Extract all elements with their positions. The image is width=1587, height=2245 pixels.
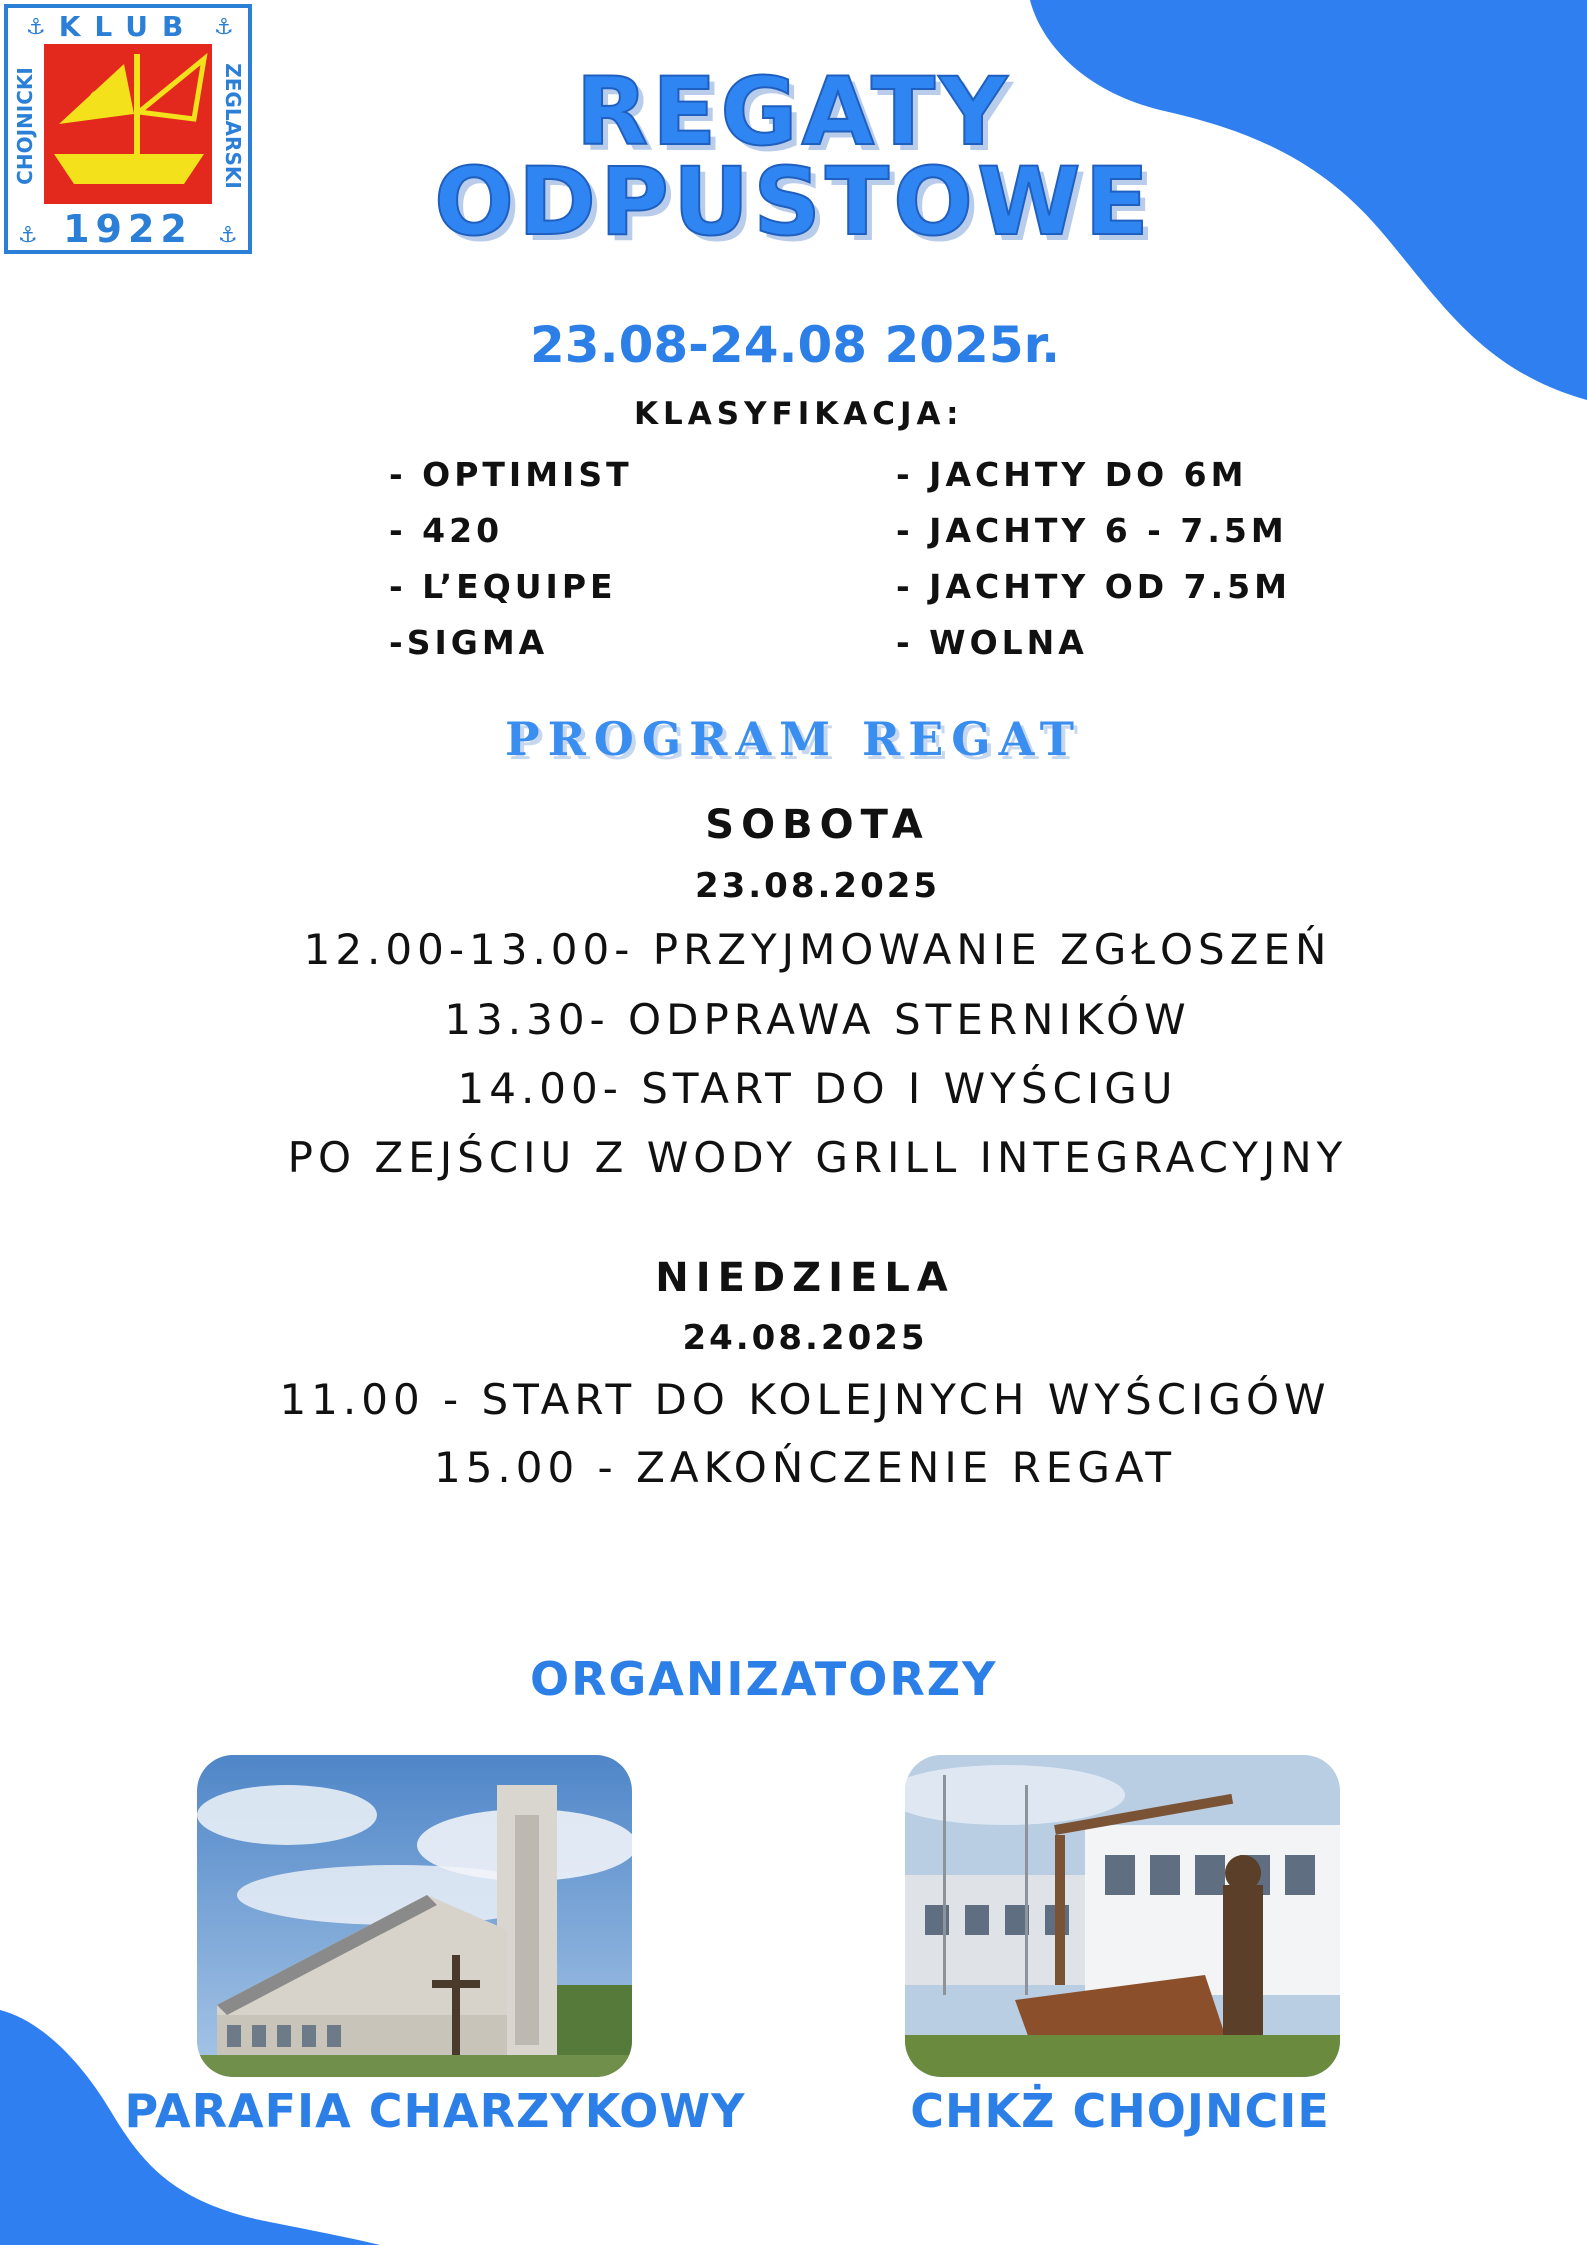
program-title: PROGRAM REGAT [504,712,1082,766]
logo-year: 1922 [63,207,193,251]
svg-text:⚓: ⚓ [26,15,46,40]
organizer-name-club: CHKŻ CHOJNCIE [910,2084,1330,2138]
svg-text:⚓: ⚓ [218,223,238,248]
event-saturday: PO ZEJŚCIU Z WODY GRILL INTEGRACYJNY [287,1133,1348,1182]
day-label-sunday: NIEDZIELA [655,1255,955,1301]
church-photo [197,1755,632,2077]
class-left-item: - L’EQUIPE [389,567,617,606]
event-saturday: 14.00- START DO I WYŚCIGU [457,1064,1178,1113]
svg-text:⚓: ⚓ [214,15,234,40]
title-line-2: ODPUSTOWE [434,148,1153,257]
class-right-item: - JACHTY OD 7.5M [896,567,1291,606]
class-left-item: -SIGMA [389,623,549,662]
event-sunday: 15.00 - ZAKOŃCZENIE REGAT [433,1443,1177,1492]
statue-photo [905,1755,1340,2077]
organizers-title: ORGANIZATORZY [530,1652,998,1706]
class-left-item: - OPTIMIST [389,455,633,494]
event-saturday: 13.30- ODPRAWA STERNIKÓW [444,995,1191,1044]
logo-left-text: CHOJNICKI [13,67,37,185]
title-line-1: REGATY [575,58,1012,167]
classification-label: KLASYFIKACJA: [634,396,964,432]
svg-text:⚓: ⚓ [18,223,38,248]
logo-top-text: KLUB [58,10,198,43]
class-right-item: - JACHTY 6 - 7.5M [896,511,1288,550]
organizer-name-parish: PARAFIA CHARZYKOWY [124,2084,746,2138]
logo-right-text: ZEGLARSKI [221,63,245,189]
class-right-item: - WOLNA [896,623,1088,662]
event-sunday: 11.00 - START DO KOLEJNYCH WYŚCIGÓW [279,1375,1331,1424]
day-date-saturday: 23.08.2025 [694,866,941,906]
event-saturday: 12.00-13.00- PRZYJMOWANIE ZGŁOSZEŃ [303,925,1332,974]
class-left-item: - 420 [389,511,504,550]
date-range: 23.08-24.08 2025r. [530,316,1061,374]
day-date-sunday: 24.08.2025 [682,1318,928,1358]
class-right-item: - JACHTY DO 6M [896,455,1248,494]
day-label-saturday: SOBOTA [705,802,930,848]
